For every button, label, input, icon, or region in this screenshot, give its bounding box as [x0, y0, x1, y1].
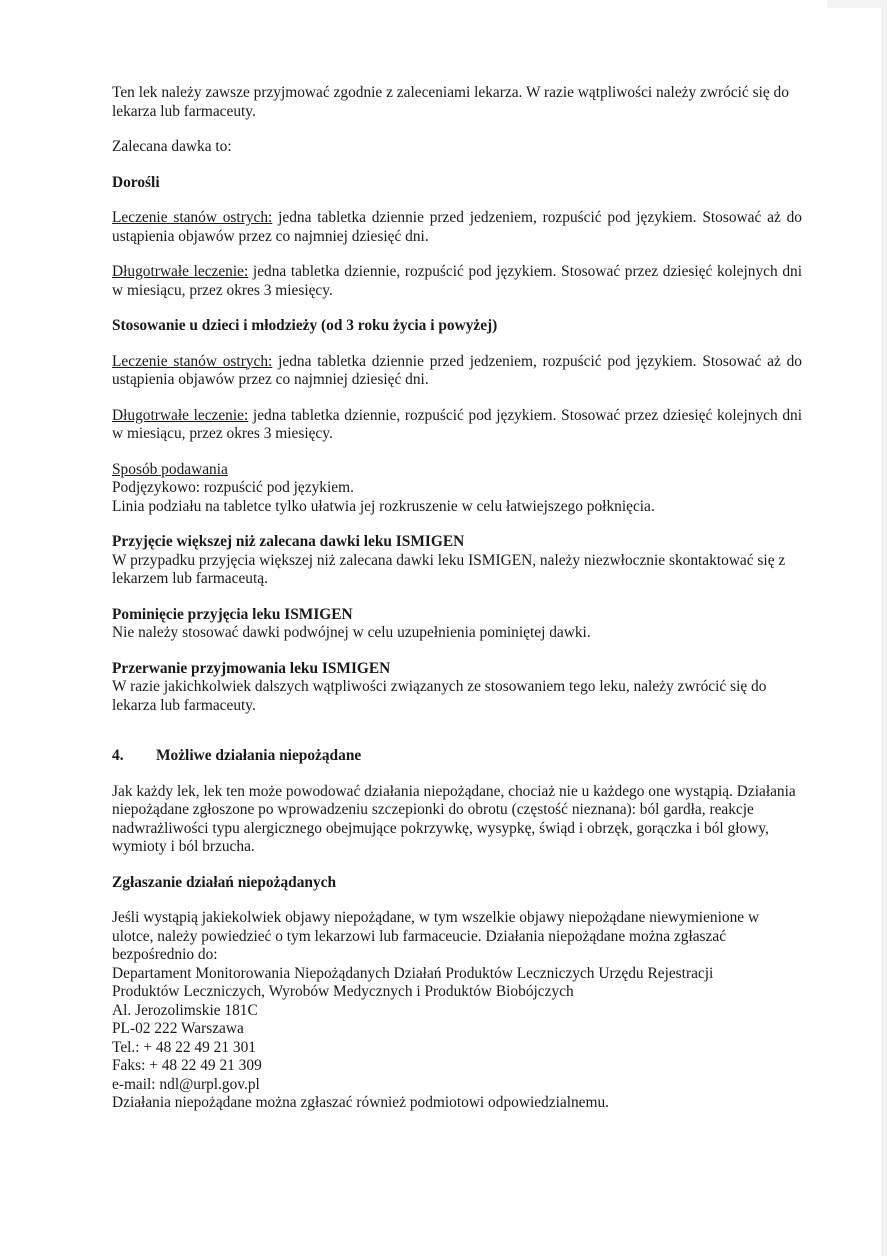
children-long-label: Długotrwałe leczenie:	[112, 406, 249, 424]
reporting-tel: Tel.: + 48 22 49 21 301	[112, 1038, 256, 1056]
children-acute-text: jedna tabletka dziennie przed jedzeniem, rozpuścić pod językiem. Stosować aż do ustąpienia objawów przez co najmniej dziesięć dni.	[112, 352, 802, 388]
reporting-city: PL-02 222 Warszawa	[112, 1020, 244, 1037]
adults-acute-paragraph	[112, 209, 802, 246]
overdose-heading: Przyjęcie większej niż zalecana dawki leku ISMIGEN	[112, 533, 465, 550]
dose-intro: Zalecana dawka to:	[112, 138, 232, 155]
children-heading: Stosowanie u dzieci i młodzieży (od 3 roku życia i powyżej)	[112, 317, 498, 334]
adults-long-paragraph	[112, 263, 802, 300]
leaflet-content	[112, 84, 802, 1113]
page-edge-right	[881, 0, 887, 1256]
reporting-heading: Zgłaszanie działań niepożądanych	[112, 873, 337, 891]
reporting-text: Jeśli wystąpią jakiekolwiek objawy niepożądane, w tym wszelkie objawy niepożądane niewymienione w ulotce, należy powiedzieć o tym lekarzowi lub farmaceucie. Działania niepożądane można zgłaszać bezpośrednio do:	[112, 909, 760, 963]
section-4-title	[112, 747, 802, 766]
administration-heading: Sposób podawania	[112, 460, 228, 478]
administration-line1: Podjęzykowo: rozpuścić pod językiem.	[112, 479, 354, 496]
adults-long-text: jedna tabletka dziennie, rozpuścić pod językiem. Stosować przez dziesięć kolejnych dni w miesiącu, przez okres 3 miesięcy.	[112, 263, 802, 299]
page-edge-top	[827, 0, 887, 8]
adults-heading: Dorośli	[112, 173, 160, 191]
reporting-office-line2: Produktów Leczniczych, Wyrobów Medycznych i Produktów Biobójczych	[112, 983, 574, 1000]
children-acute-label: Leczenie stanów ostrych:	[112, 352, 273, 370]
adults-acute-label: Leczenie stanów ostrych:	[112, 209, 273, 226]
missed-text: Nie należy stosować dawki podwójnej w celu uzupełnienia pominiętej dawki.	[112, 624, 591, 641]
missed-heading: Pominięcie przyjęcia leku ISMIGEN	[112, 605, 353, 623]
section-4-text: Jak każdy lek, lek ten może powodować działania niepożądane, chociaż nie u każdego one wystąpią. Działania niepożądane zgłoszone po wprowadzeniu szczepionki do obrotu (częstość nieznana): ból gardła, reakcje nadwrażliwości typu alergicznego obejmujące pokrzywkę, wysypkę, świąd i obrzęk, gorączka i ból głowy, wymioty i ból brzucha.	[112, 782, 796, 855]
reporting-email: e-mail: ndl@urpl.gov.pl	[112, 1075, 260, 1093]
stopping-heading: Przerwanie przyjmowania leku ISMIGEN	[112, 659, 391, 677]
reporting-street: Al. Jerozolimskie 181C	[112, 1001, 258, 1019]
overdose-text: W przypadku przyjęcia większej niż zalecana dawki leku ISMIGEN, należy niezwłocznie skontaktować się z lekarzem lub farmaceutą.	[112, 551, 786, 587]
stopping-text: W razie jakichkolwiek dalszych wątpliwości związanych ze stosowaniem tego leku, należy zwrócić się do lekarza lub farmaceuty.	[112, 678, 767, 714]
section-4-number: 4.	[112, 747, 124, 764]
children-acute-paragraph	[112, 353, 802, 390]
administration-line2: Linia podziału na tabletce tylko ułatwia jej rozkruszenie w celu łatwiejszego połknięcia.	[112, 497, 655, 515]
children-long-paragraph	[112, 407, 802, 444]
children-long-text: jedna tabletka dziennie, rozpuścić pod językiem. Stosować przez dziesięć kolejnych dni w miesiącu, przez okres 3 miesięcy.	[112, 406, 802, 442]
intro-paragraph: Ten lek należy zawsze przyjmować zgodnie z zaleceniami lekarza. W razie wątpliwości należy zwrócić się do lekarza lub farmaceuty.	[112, 84, 789, 120]
adults-acute-text: jedna tabletka dziennie przed jedzeniem, rozpuścić pod językiem. Stosować aż do ustąpienia objawów przez co najmniej dziesięć dni.	[112, 209, 802, 245]
section-4-heading: Możliwe działania niepożądane	[156, 747, 362, 764]
adults-long-label: Długotrwałe leczenie:	[112, 263, 249, 280]
reporting-office-line1: Departament Monitorowania Niepożądanych Działań Produktów Leczniczych Urzędu Rejestracji	[112, 964, 714, 982]
reporting-fax: Faks: + 48 22 49 21 309	[112, 1057, 262, 1074]
reporting-closing: Działania niepożądane można zgłaszać również podmiotowi odpowiedzialnemu.	[112, 1094, 610, 1111]
